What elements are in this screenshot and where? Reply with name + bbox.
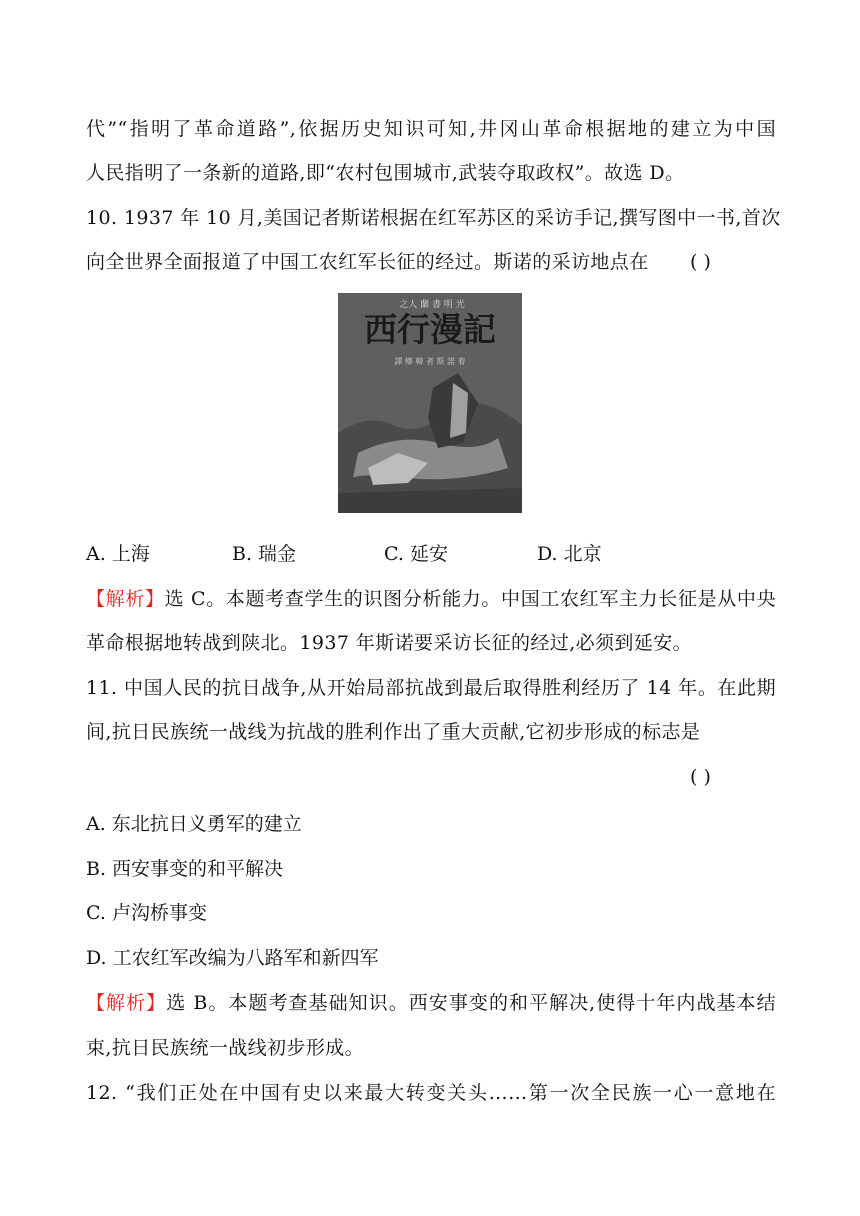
answer-10-line-1 [86, 586, 776, 612]
answer-11-line-1 [86, 990, 776, 1016]
cover-author-text: 譯 鄉 韓 者 斯 諾 着 [394, 357, 466, 366]
answer-11-text: 选 B。本题考查基础知识。西安事变的和平解决,使得十年内战基本结 [166, 992, 777, 1014]
question-10-line-1: 10. 1937 年 10 月,美国记者斯诺根据在红军苏区的采访手记,撰写图中一书,首次 [86, 207, 781, 229]
analysis-tag: 【解析】 [86, 992, 167, 1014]
answer-11-line-2: 束,抗日民族统一战线初步形成。 [86, 1037, 365, 1059]
question-11-line-2: 间,抗日民族统一战线为抗战的胜利作出了重大贡献,它初步形成的标志是 [86, 721, 701, 743]
line-2: 人民指明了一条新的道路,即“农村包围城市,武装夺取政权”。故选 D。 [86, 162, 685, 184]
book-cover-illustration [338, 293, 522, 513]
option-11-c: C. 卢沟桥事变 [86, 902, 207, 924]
question-10-answer-parentheses: ( ) [690, 251, 711, 273]
option-11-a: A. 东北抗日义勇军的建立 [86, 813, 302, 835]
option-10-a: A. 上海 [86, 543, 150, 565]
answer-10-line-2: 革命根据地转战到陕北。1937 年斯诺要采访长征的经过,必须到延安。 [86, 632, 693, 654]
question-11-line-1: 11. 中国人民的抗日战争,从开始局部抗战到最后取得胜利经历了 14 年。在此期 [86, 677, 776, 699]
option-10-d: D. 北京 [537, 543, 602, 565]
book-cover-image [338, 293, 522, 513]
option-11-d: D. 工农红军改编为八路军和新四军 [86, 947, 379, 969]
analysis-tag: 【解析】 [86, 588, 165, 610]
option-10-b: B. 瑞金 [232, 543, 297, 565]
question-10-line-2: 向全世界全面报道了中国工农红军长征的经过。斯诺的采访地点在 [86, 251, 649, 273]
option-11-b: B. 西安事变的和平解决 [86, 858, 284, 880]
option-10-c: C. 延安 [384, 543, 448, 565]
cover-title-text: 西行漫記 [364, 310, 496, 349]
question-11-answer-parentheses: ( ) [690, 766, 711, 788]
answer-10-text: 选 C。本题考查学生的识图分析能力。中国工农红军主力长征是从中央 [164, 588, 776, 610]
question-12-line-1: 12. “我们正处在中国有史以来最大转变关头……第一次全民族一心一意地在 [86, 1082, 776, 1104]
cover-publisher-text: 之人 蘭 書 明 光 [399, 300, 465, 310]
line-1: 代”“指明了革命道路”,依据历史知识可知,井冈山革命根据地的建立为中国 [86, 118, 776, 140]
